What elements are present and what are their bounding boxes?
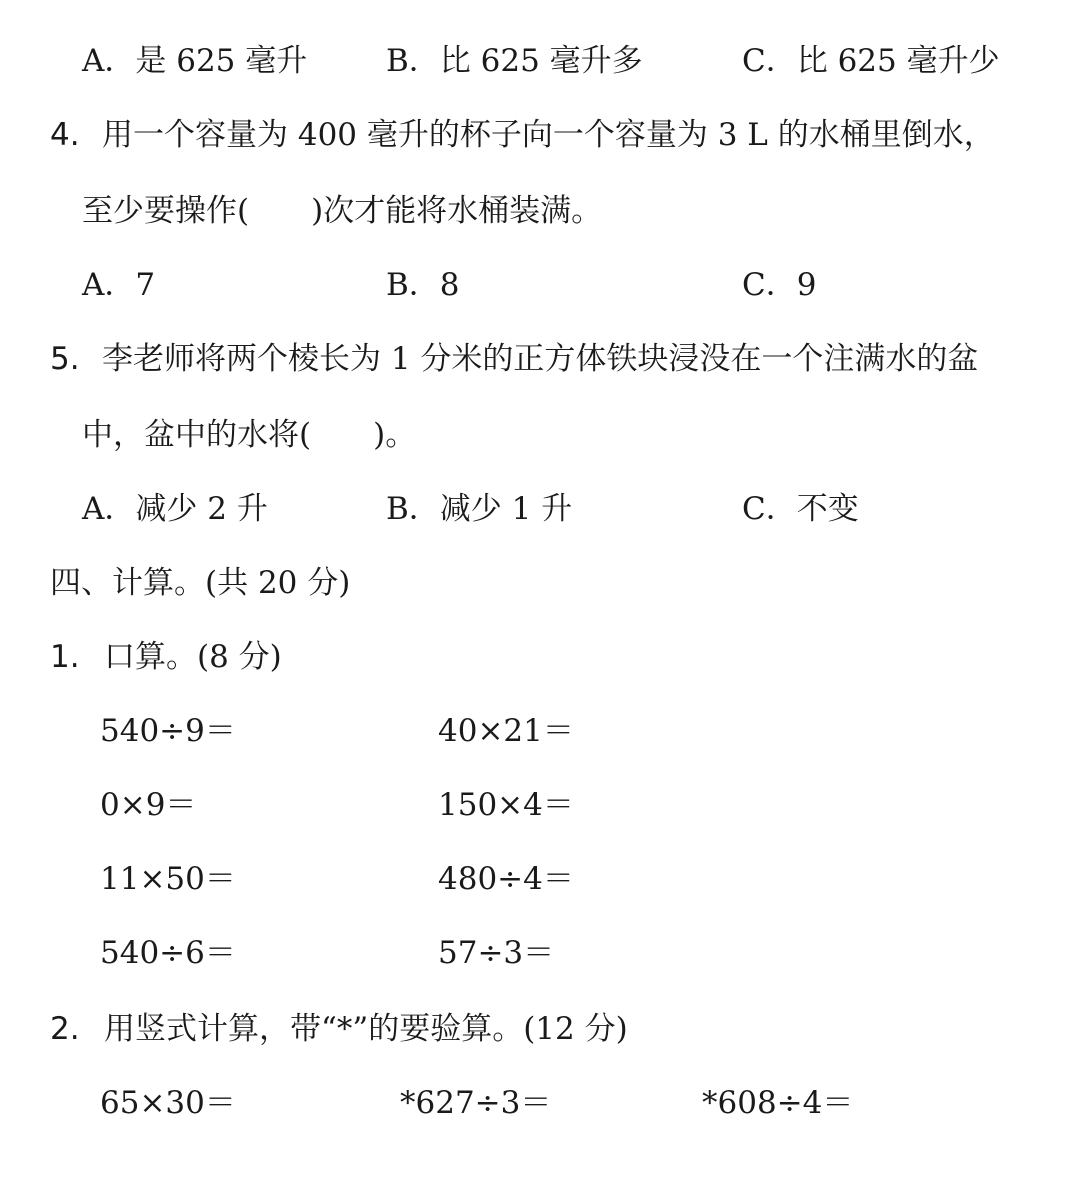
q5-text-line1: 李老师将两个棱长为 1 分米的正方体铁块浸没在一个注满水的盆 bbox=[102, 341, 979, 377]
mental-expr: 40×21＝ bbox=[438, 713, 574, 749]
mental-expr: 0×9＝ bbox=[100, 787, 197, 823]
written-expr: *627÷3＝ bbox=[400, 1085, 552, 1121]
q4-option-b: B．8 bbox=[386, 267, 460, 303]
q5-option-a: A．减少 2 升 bbox=[82, 491, 268, 527]
sub2-title: 用竖式计算，带“*”的要验算。(12 分) bbox=[104, 1011, 628, 1047]
mental-expr: 480÷4＝ bbox=[438, 861, 574, 897]
q4-text-line2: 至少要操作( )次才能将水桶装满。 bbox=[82, 193, 603, 229]
section-title: 四、计算。(共 20 分) bbox=[50, 565, 351, 601]
q5-number: 5. bbox=[50, 341, 80, 377]
mental-expr: 11×50＝ bbox=[100, 861, 236, 897]
q4-option-c: C．9 bbox=[742, 267, 817, 303]
written-expr: *608÷4＝ bbox=[702, 1085, 854, 1121]
written-expr: 65×30＝ bbox=[100, 1085, 236, 1121]
q4-number: 4. bbox=[50, 117, 80, 153]
sub1-number: 1. bbox=[50, 639, 80, 675]
mental-expr: 150×4＝ bbox=[438, 787, 574, 823]
q4-text-line1: 用一个容量为 400 毫升的杯子向一个容量为 3 L 的水桶里倒水， bbox=[102, 117, 995, 153]
mental-expr: 57÷3＝ bbox=[438, 935, 555, 971]
q5-option-c: C．不变 bbox=[742, 491, 859, 527]
mental-expr: 540÷6＝ bbox=[100, 935, 236, 971]
mental-expr: 540÷9＝ bbox=[100, 713, 236, 749]
q5-text-line2: 中，盆中的水将( )。 bbox=[82, 417, 417, 453]
q5-option-b: B．减少 1 升 bbox=[386, 491, 573, 527]
q3-option-a: A．是 625 毫升 bbox=[82, 43, 308, 79]
sub1-title: 口算。(8 分) bbox=[104, 639, 282, 675]
sub2-number: 2. bbox=[50, 1011, 80, 1047]
q4-option-a: A．7 bbox=[82, 267, 156, 303]
q3-option-c: C．比 625 毫升少 bbox=[742, 43, 1000, 79]
q3-option-b: B．比 625 毫升多 bbox=[386, 43, 643, 79]
